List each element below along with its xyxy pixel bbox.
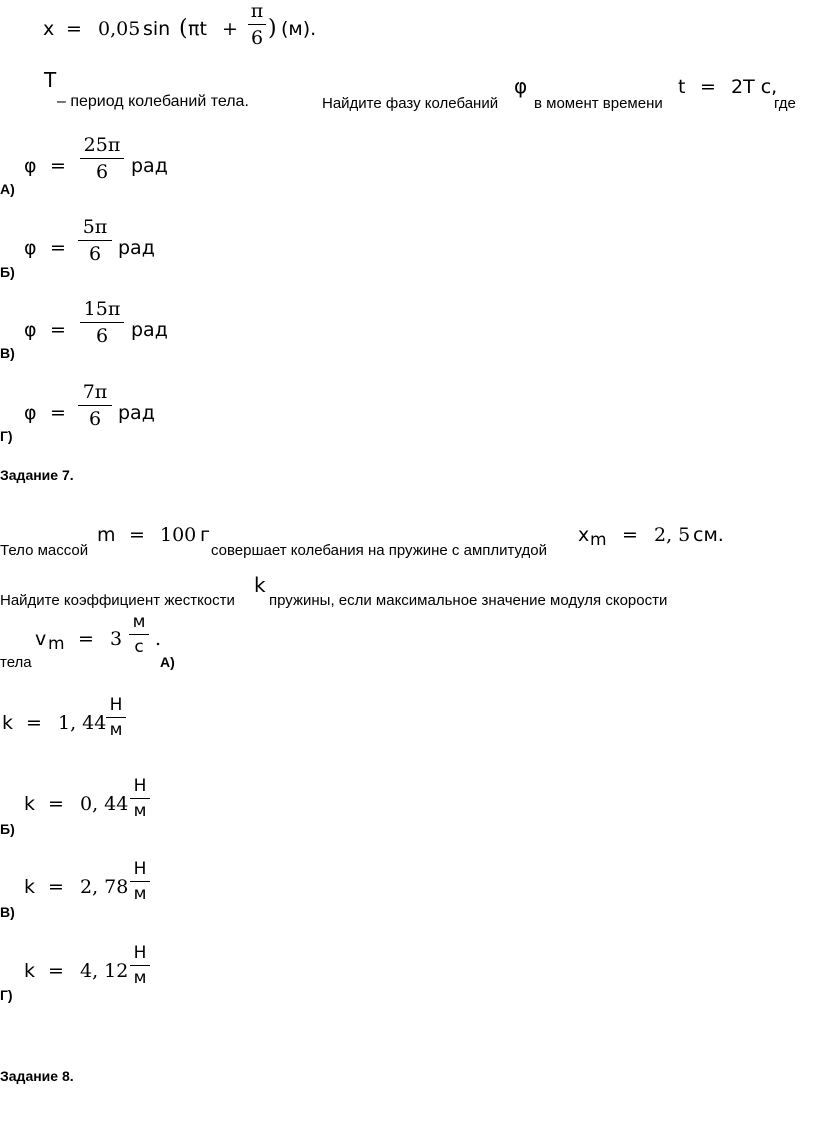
frac-num: Н (133, 943, 147, 963)
answer-label: Г) (0, 987, 13, 1003)
k-symbol: k (24, 876, 36, 898)
paren-close: ) (268, 16, 277, 41)
frac-num: 15π (83, 298, 121, 320)
velocity-subscript: m (48, 634, 65, 654)
equals-sign: = (48, 960, 64, 982)
frac-bar (130, 881, 150, 882)
frac-bar (78, 240, 112, 241)
phi-symbol: φ (24, 155, 37, 177)
frac-den: м (133, 801, 147, 821)
equals-sign: = (129, 524, 145, 546)
frac-bar (248, 24, 266, 25)
k-unit (130, 776, 150, 821)
frac-num: 7π (82, 381, 108, 403)
frac-den: 6 (250, 27, 264, 49)
answer-label: В) (0, 345, 15, 361)
task-7-text-4: пружины, если максимальное значение модуля скорости (269, 592, 668, 609)
unit-rad: рад (118, 402, 155, 424)
frac-num: Н (133, 776, 147, 796)
mass-unit: г (200, 524, 210, 546)
frac-num: π (250, 0, 264, 22)
question-text-3: в момент времени (534, 95, 663, 112)
velocity-value: 3 (110, 628, 123, 650)
frac-den: 6 (88, 408, 102, 430)
frac-bar (78, 405, 112, 406)
k-unit (106, 695, 126, 740)
frac-bar (80, 322, 124, 323)
equals-sign: = (50, 237, 66, 259)
frac-den: м (133, 884, 147, 904)
frac-den: м (133, 968, 147, 988)
frac-num: 5π (82, 216, 108, 238)
t-var: t (678, 76, 686, 98)
equals-sign: = (78, 628, 94, 650)
k-value: 0, 44 (80, 793, 129, 815)
amplitude-value: 2, 5 (654, 524, 691, 546)
equals-sign: = (622, 524, 638, 546)
k-symbol: k (2, 712, 14, 734)
unit-rad: рад (118, 237, 155, 259)
pi-over-six (248, 0, 266, 49)
question-text-2: Найдите фазу колебаний (322, 95, 499, 112)
k-value: 4, 12 (80, 960, 129, 982)
amplitude-subscript: m (590, 530, 607, 550)
frac-bar (80, 158, 124, 159)
amplitude-symbol: x (578, 524, 590, 546)
k-value: 2, 78 (80, 876, 129, 898)
question-text-1: – период колебаний тела. (57, 93, 249, 110)
equals-sign: = (50, 402, 66, 424)
question-text-4: где (774, 95, 796, 112)
var-x: x (43, 18, 55, 40)
mass-value: 100 (160, 524, 197, 546)
plus-sign: + (222, 18, 238, 40)
k-symbol: k (24, 960, 36, 982)
frac-bar (130, 965, 150, 966)
phase-fraction (80, 298, 124, 347)
T-symbol: T (44, 68, 57, 92)
k-symbol: k (254, 573, 266, 597)
k-unit (130, 859, 150, 904)
task-8-heading: Задание 8. (0, 1068, 74, 1084)
phi-symbol: φ (24, 237, 37, 259)
equals-sign: = (50, 155, 66, 177)
k-symbol: k (24, 793, 36, 815)
frac-bar (129, 634, 149, 635)
frac-den: 6 (95, 161, 109, 183)
velocity-symbol: v (35, 628, 47, 650)
amplitude-unit: см. (693, 524, 724, 546)
frac-bar (106, 717, 126, 718)
sin: sin (143, 18, 171, 40)
answer-label: Б) (0, 264, 15, 280)
task-7-heading: Задание 7. (0, 467, 74, 483)
equals-sign: = (48, 793, 64, 815)
frac-num: Н (109, 695, 123, 715)
answer-label: Б) (0, 821, 15, 837)
mass-symbol: m (97, 524, 116, 546)
phi-symbol: φ (24, 319, 37, 341)
answer-label: Г) (0, 428, 13, 444)
frac-den: 6 (88, 243, 102, 265)
answer-label: А) (0, 181, 15, 197)
frac-den: м (109, 720, 123, 740)
equals-sign: = (48, 876, 64, 898)
task-7-text-1: Тело массой (0, 542, 89, 559)
frac-num: 25π (83, 134, 121, 156)
task-7-text-3: Найдите коэффициент жесткости (0, 592, 235, 609)
answer-label: В) (0, 904, 15, 920)
phase-fraction (78, 381, 112, 430)
task-7-text-2: совершает колебания на пружине с амплитудой (211, 542, 548, 559)
t-equals: = (700, 76, 716, 98)
frac-num: м (132, 612, 146, 632)
equals-sign: = (26, 712, 42, 734)
frac-num: Н (133, 859, 147, 879)
t-value: 2T с, (731, 76, 778, 98)
frac-den: 6 (95, 325, 109, 347)
paren-open: ( (179, 16, 188, 41)
frac-bar (130, 798, 150, 799)
k-unit (130, 943, 150, 988)
unit-rad: рад (131, 319, 168, 341)
k-value: 1, 44 (58, 712, 107, 734)
phase-fraction (80, 134, 124, 183)
period: . (155, 628, 162, 650)
phi-symbol: φ (24, 402, 37, 424)
equals-sign: = (50, 319, 66, 341)
phase-fraction (78, 216, 112, 265)
equals-sign: = (66, 18, 82, 40)
pi-t: πt (188, 18, 207, 40)
coef: 0,05 (98, 18, 141, 40)
task-7-text-5: тела (0, 654, 32, 671)
phi-symbol: φ (514, 74, 528, 98)
velocity-unit (129, 612, 149, 657)
answer-label: А) (160, 654, 175, 670)
frac-den: с (134, 637, 144, 657)
unit-m: (м). (281, 18, 317, 40)
unit-rad: рад (131, 155, 168, 177)
